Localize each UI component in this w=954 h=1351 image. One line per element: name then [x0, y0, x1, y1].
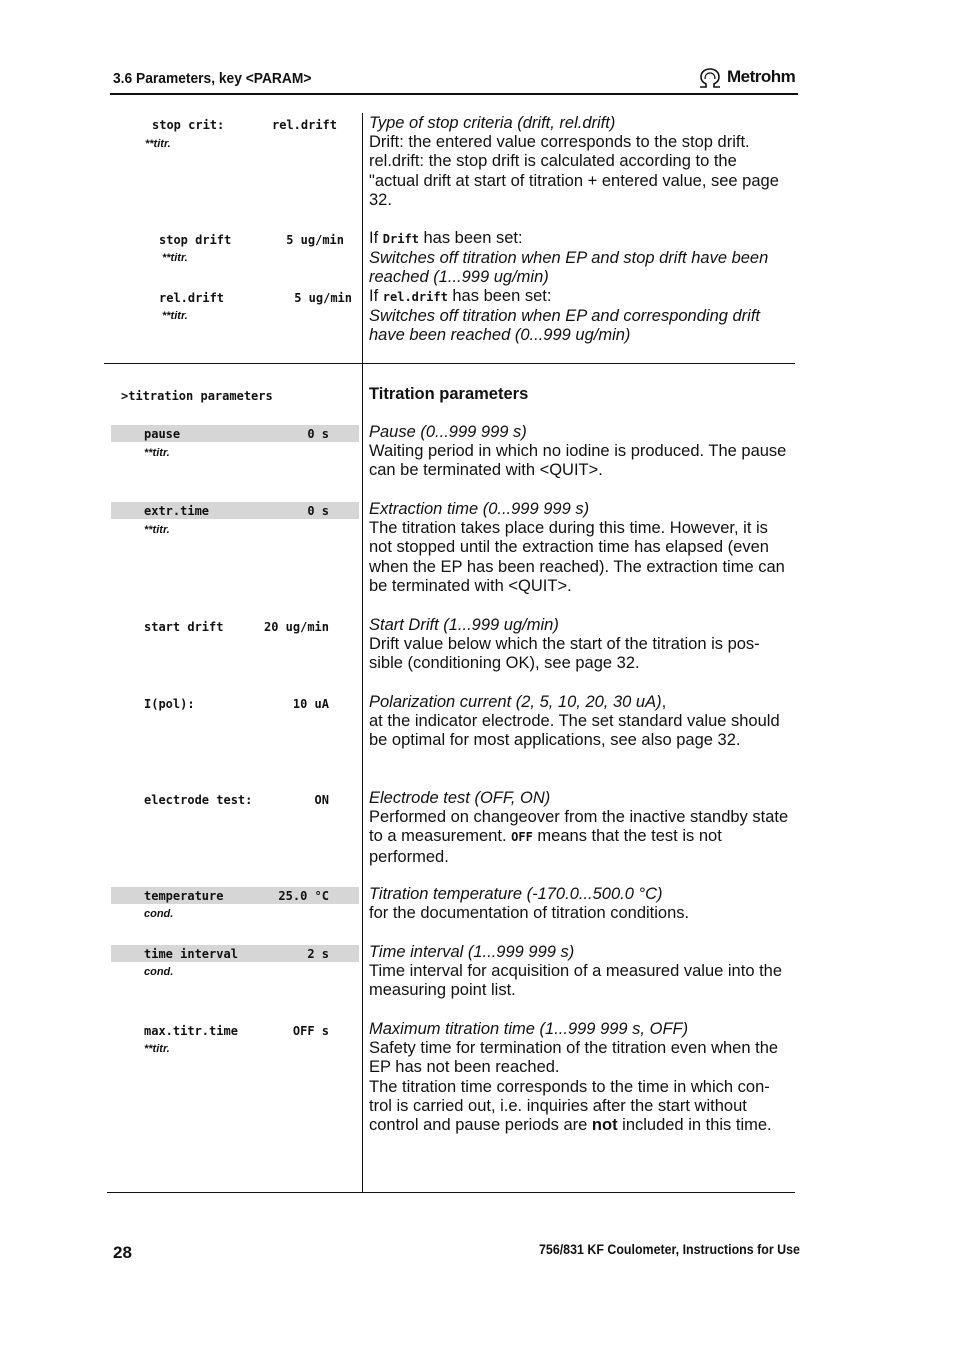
- desc-extraction-time: [369, 500, 791, 596]
- param-subtext: **titr.: [145, 138, 171, 150]
- menu-titration-parameters: >titration parameters: [121, 389, 273, 403]
- desc-body: Safety time for termination of the titration even when the EP has not been reached.: [369, 1039, 779, 1077]
- param-label: I(pol):: [144, 697, 195, 711]
- desc-rel-drift: [369, 287, 791, 346]
- param-value: OFF s: [292, 1024, 329, 1038]
- section-divider: [104, 363, 795, 364]
- desc-body: Switches off titration when EP and corresponding drift have been reached (0...999 ug/min): [369, 307, 761, 345]
- brand-logo: [697, 67, 797, 89]
- desc-body: at the indicator electrode. The set standard value should be optimal for most applications, see also page 32.: [369, 712, 780, 750]
- param-subtext: **titr.: [162, 310, 188, 322]
- param-value: 5 ug/min: [286, 233, 344, 247]
- desc-title-line: Polarization current (2, 5, 10, 20, 30 uA),: [369, 693, 667, 711]
- param-label: rel.drift: [159, 291, 225, 305]
- desc-title: Pause (0...999 999 s): [369, 423, 527, 441]
- brand-name: Metrohm: [727, 67, 796, 86]
- desc-body-2: The titration time corresponds to the time in which con-trol is carried out, i.e. inquiries after the start without control and pause periods are not included in this time.: [369, 1077, 772, 1135]
- desc-stop-drift: [369, 229, 791, 288]
- desc-title: Maximum titration time (1...999 999 s, OFF): [369, 1020, 689, 1038]
- desc-title: Extraction time (0...999 999 s): [369, 500, 590, 518]
- param-label: pause: [144, 427, 181, 441]
- desc-max-titration-time: [369, 1020, 791, 1135]
- page-number: 28: [113, 1243, 132, 1262]
- header-rule: [110, 93, 798, 95]
- desc-body: Performed on changeover from the inactive standby state to a measurement. OFF means that the test is not performed.: [369, 808, 789, 866]
- desc-body: Drift value below which the start of the titration is pos-sible (conditioning OK), see page 32.: [369, 635, 760, 673]
- param-subtext: cond.: [144, 966, 174, 978]
- desc-pause: [369, 423, 791, 481]
- desc-title: Polarization current (2, 5, 10, 20, 30 uA): [369, 693, 662, 711]
- param-label: stop drift: [159, 233, 232, 247]
- code-term: OFF: [511, 830, 533, 845]
- param-value: 10 uA: [292, 697, 329, 711]
- param-value: 20 ug/min: [263, 620, 329, 634]
- param-value: 2 s: [307, 947, 329, 961]
- column-divider-bottom: [362, 364, 363, 1192]
- param-value: ON: [314, 793, 329, 807]
- param-label: electrode test:: [144, 793, 253, 807]
- code-term: rel.drift: [382, 290, 448, 304]
- param-label: stop crit:: [152, 118, 225, 132]
- param-value: rel.drift: [271, 118, 337, 132]
- param-subtext: **titr.: [144, 524, 170, 536]
- desc-body: Time interval for acquisition of a measured value into the measuring point list.: [369, 962, 783, 1000]
- param-subtext: **titr.: [144, 447, 170, 459]
- desc-title: Type of stop criteria (drift, rel.drift): [369, 114, 616, 132]
- bottom-rule: [107, 1192, 795, 1193]
- param-value: 0 s: [307, 504, 329, 518]
- desc-body: Drift: the entered value corresponds to the stop drift. rel.drift: the stop drift is calculated according to the "actual drift at start of titration + entered value, see page 32.: [369, 133, 779, 209]
- document-title: 756/831 KF Coulometer, Instructions for Use: [539, 1242, 800, 1257]
- desc-body: for the documentation of titration conditions.: [369, 904, 690, 923]
- param-label: start drift: [144, 620, 224, 634]
- desc-body: Waiting period in which no iodine is produced. The pause can be terminated with <QUIT>.: [369, 442, 787, 480]
- param-value: 5 ug/min: [294, 291, 352, 305]
- desc-start-drift: [369, 616, 791, 674]
- desc-stop-crit: [369, 114, 791, 210]
- param-subtext: **titr.: [162, 252, 188, 264]
- desc-body: The titration takes place during this time. However, it is not stopped until the extraction time has elapsed (even when the EP has been reached). The extraction time can be terminated with <QUIT>.: [369, 519, 785, 595]
- column-divider-top: [362, 113, 363, 364]
- desc-body: Switches off titration when EP and stop drift have been reached (1...999 ug/min): [369, 249, 769, 287]
- param-value: 25.0 °C: [278, 889, 329, 903]
- metrohm-omega-logo-icon: [697, 67, 723, 89]
- desc-title: Time interval (1...999 999 s): [369, 943, 575, 961]
- emphasis: not: [591, 1116, 618, 1135]
- desc-polarization-current: [369, 693, 791, 751]
- param-value: 0 s: [307, 427, 329, 441]
- param-label: max.titr.time: [144, 1024, 238, 1038]
- desc-title: Electrode test (OFF, ON): [369, 789, 551, 807]
- param-subtext: **titr.: [144, 1043, 170, 1055]
- desc-condition: If Drift has been set:: [369, 229, 523, 247]
- section-title: 3.6 Parameters, key <PARAM>: [113, 70, 312, 87]
- desc-electrode-test: [369, 789, 791, 867]
- desc-time-interval: [369, 943, 791, 1001]
- desc-title: Start Drift (1...999 ug/min): [369, 616, 559, 634]
- desc-condition: If rel.drift has been set:: [369, 287, 552, 305]
- param-label: time interval: [144, 947, 238, 961]
- desc-title: Titration temperature (-170.0...500.0 °C): [369, 885, 663, 903]
- param-label: extr.time: [144, 504, 210, 518]
- param-label: temperature: [144, 889, 224, 903]
- param-subtext: cond.: [144, 908, 174, 920]
- code-term: Drift: [382, 232, 419, 246]
- desc-temperature: [369, 885, 791, 923]
- section-heading: Titration parameters: [369, 385, 529, 403]
